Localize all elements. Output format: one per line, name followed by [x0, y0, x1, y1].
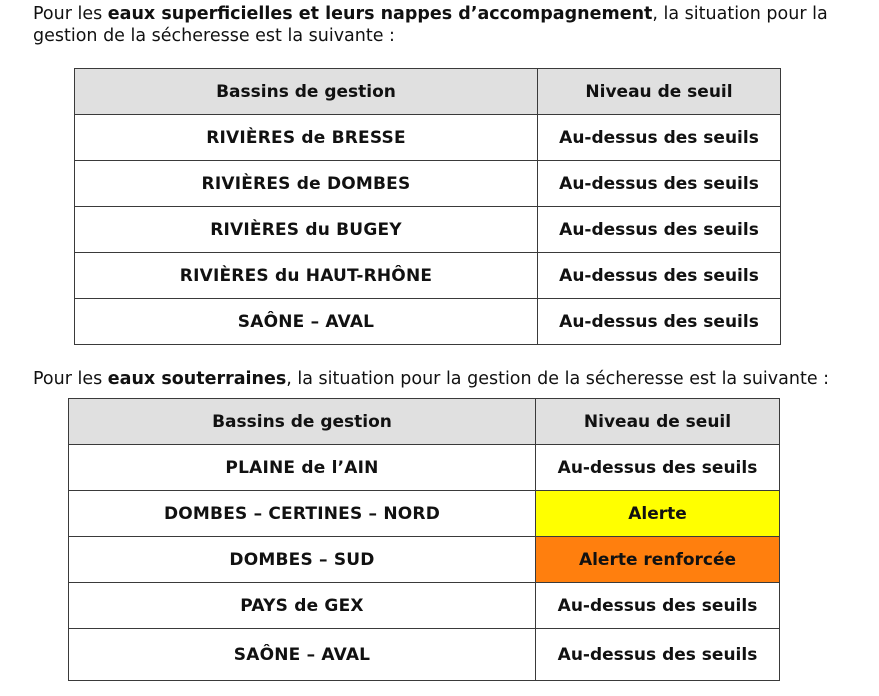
level-cell: Au-dessus des seuils — [538, 161, 781, 207]
level-cell: Alerte renforcée — [536, 537, 780, 583]
groundwater-table — [68, 398, 780, 681]
basin-cell: RIVIÈRES du HAUT-RHÔNE — [75, 253, 538, 299]
basin-cell: RIVIÈRES de DOMBES — [75, 161, 538, 207]
intro-bold: eaux souterraines — [107, 369, 287, 389]
intro-prefix: Pour les — [33, 369, 108, 389]
level-cell: Au-dessus des seuils — [536, 629, 780, 681]
intro-bold: eaux superficielles et leurs nappes d’accompagnement — [107, 4, 653, 24]
header-level: Niveau de seuil — [538, 69, 781, 115]
basin-cell: DOMBES – SUD — [69, 537, 536, 583]
table-row — [69, 491, 780, 537]
table-row — [69, 537, 780, 583]
surface-water-table — [74, 68, 781, 345]
level-cell: Au-dessus des seuils — [538, 115, 781, 161]
header-basin: Bassins de gestion — [69, 399, 536, 445]
intro-suffix: , la situation pour la gestion de la sécheresse est la suivante : — [286, 369, 830, 389]
intro-prefix: Pour les — [33, 4, 108, 24]
level-cell: Au-dessus des seuils — [538, 299, 781, 345]
table-row — [69, 445, 780, 491]
basin-cell: SAÔNE – AVAL — [75, 299, 538, 345]
table-row — [69, 629, 780, 681]
level-cell: Au-dessus des seuils — [536, 445, 780, 491]
table-row — [75, 299, 781, 345]
basin-cell: PAYS de GEX — [69, 583, 536, 629]
level-cell: Au-dessus des seuils — [538, 253, 781, 299]
table-header-row — [75, 69, 781, 115]
groundwater-intro — [33, 368, 873, 390]
basin-cell: DOMBES – CERTINES – NORD — [69, 491, 536, 537]
table-row — [75, 161, 781, 207]
level-cell: Alerte — [536, 491, 780, 537]
intro-suffix: , la situation pour la gestion de la sécheresse est la suivante : — [33, 4, 828, 46]
surface-water-intro — [33, 3, 873, 47]
level-cell: Au-dessus des seuils — [536, 583, 780, 629]
level-cell: Au-dessus des seuils — [538, 207, 781, 253]
table-row — [75, 115, 781, 161]
table-row — [75, 207, 781, 253]
basin-cell: RIVIÈRES du BUGEY — [75, 207, 538, 253]
table-row — [75, 253, 781, 299]
basin-cell: RIVIÈRES de BRESSE — [75, 115, 538, 161]
table-header-row — [69, 399, 780, 445]
header-basin: Bassins de gestion — [75, 69, 538, 115]
basin-cell: SAÔNE – AVAL — [69, 629, 536, 681]
table-row — [69, 583, 780, 629]
basin-cell: PLAINE de l’AIN — [69, 445, 536, 491]
header-level: Niveau de seuil — [536, 399, 780, 445]
